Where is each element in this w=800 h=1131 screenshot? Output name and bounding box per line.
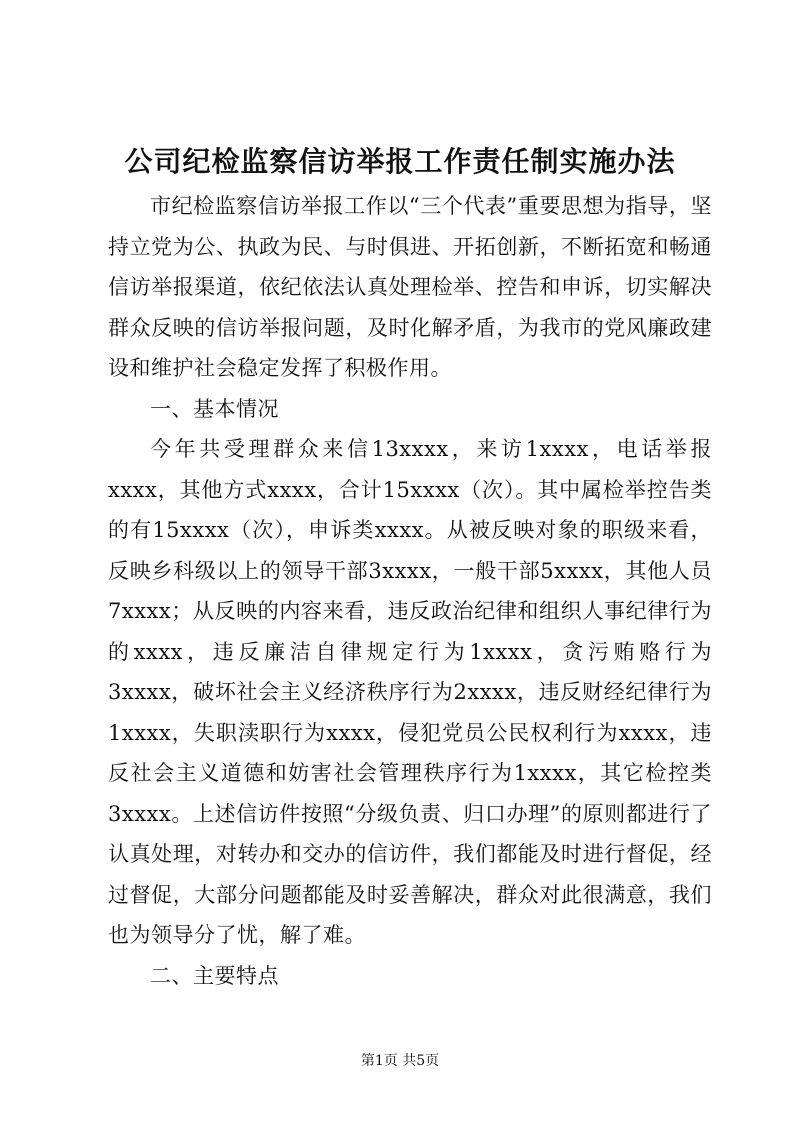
- document-title: 公司纪检监察信访举报工作责任制实施办法: [124, 145, 676, 178]
- intro-paragraph: 市纪检监察信访举报工作以“三个代表”重要思想为指导，坚持立党为公、执政为民、与时俱进、开拓创新，不断拓宽和畅通信访举报渠道，依纪依法认真处理检举、控告和申诉，切实解决群众反映的信访举报问题，及时化解矛盾，为我市的党风廉政建设和维护社会稳定发挥了积极作用。: [108, 194, 712, 380]
- basic-situation-paragraph: 今年共受理群众来信13xxxx，来访1xxxx，电话举报xxxx，其他方式xxxx，合计15xxxx（次）。其中属检举控告类的有15xxxx（次），申诉类xxxx。从被反映对象的职级来看，反映乡科级以上的领导干部3xxxx，一般干部5xxxx，其他人员7xxxx；从反映的内容来看，违反政治纪律和组织人事纪律行为的xxxx，违反廉洁自律规定行为1xxxx，贪污贿赂行为3xxxx，破坏社会主义经济秩序行为2xxxx，违反财经纪律行为1xxxx，失职渎职行为xxxx，侵犯党员公民权利行为xxxx，违反社会主义道德和妨害社会管理秩序行为1xxxx，其它检控类3xxxx。上述信访件按照“分级负责、归口办理”的原则都进行了认真处理，对转办和交办的信访件，我们都能及时进行督促，经过督促，大部分问题都能及时妥善解决，群众对此很满意，我们也为领导分了忧，解了难。: [108, 437, 712, 947]
- document-body: [108, 186, 712, 996]
- page-number-footer: 第1页 共5页: [360, 1053, 440, 1069]
- section-heading-basic-situation: 一、基本情况: [150, 396, 279, 421]
- section-heading-main-features: 二、主要特点: [150, 963, 279, 988]
